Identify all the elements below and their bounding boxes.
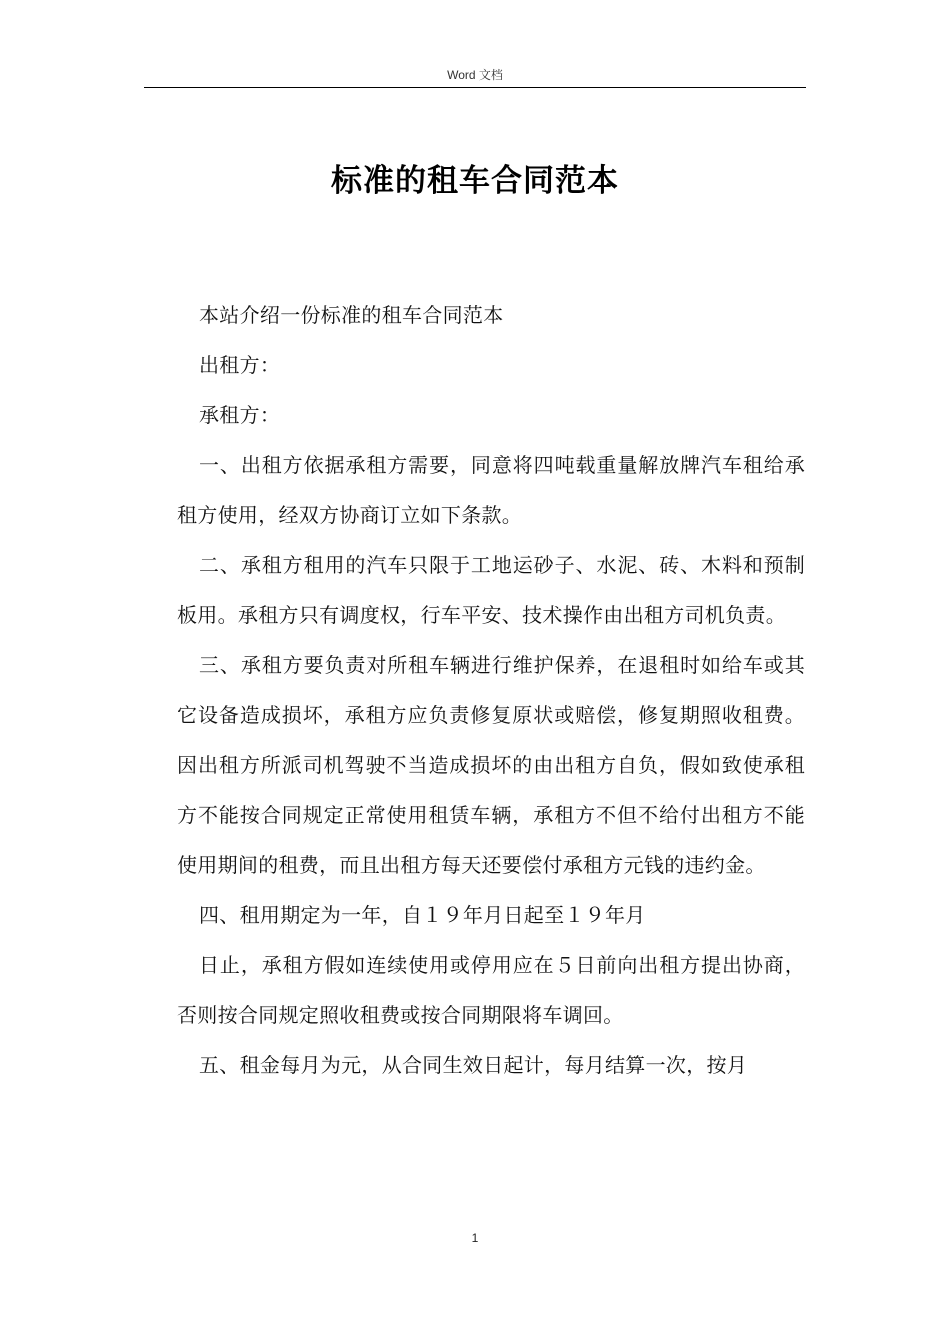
paragraph-clause-1: 一、出租方依据承租方需要，同意将四吨载重量解放牌汽车租给承租方使用，经双方协商订立如下条款。 [177, 453, 805, 527]
paragraph-clause-4-continued: 日止，承租方假如连续使用或停用应在５日前向出租方提出协商，否则按合同规定照收租费或按合同期限将车调回。 [177, 953, 805, 1027]
document-title: 标准的租车合同范本 [331, 163, 619, 199]
paragraph-intro: 本站介绍一份标准的租车合同范本 [199, 303, 504, 327]
paragraph-lessee: 承租方： [199, 403, 281, 427]
paragraph-clause-4: 四、租用期定为一年，自１９年月日起至１９年月 [199, 903, 646, 927]
page-header-label: Word 文档 [447, 68, 503, 82]
paragraph-lessor: 出租方： [199, 353, 281, 377]
paragraph-clause-2: 二、承租方租用的汽车只限于工地运砂子、水泥、砖、木料和预制板用。承租方只有调度权，行车平安、技术操作由出租方司机负责。 [177, 553, 805, 627]
paragraph-clause-5: 五、租金每月为元，从合同生效日起计，每月结算一次，按月 [199, 1053, 748, 1077]
page-number: 1 [471, 1231, 479, 1245]
document-body [177, 290, 805, 1090]
paragraph-clause-3: 三、承租方要负责对所租车辆进行维护保养，在退租时如给车或其它设备造成损坏，承租方应负责修复原状或赔偿，修复期照收租费。因出租方所派司机驾驶不当造成损坏的由出租方自负，假如致使承租方不能按合同规定正常使用租赁车辆，承租方不但不给付出租方不能使用期间的租费，而且出租方每天还要偿付承租方元钱的违约金。 [177, 653, 805, 877]
header-divider [144, 87, 806, 88]
